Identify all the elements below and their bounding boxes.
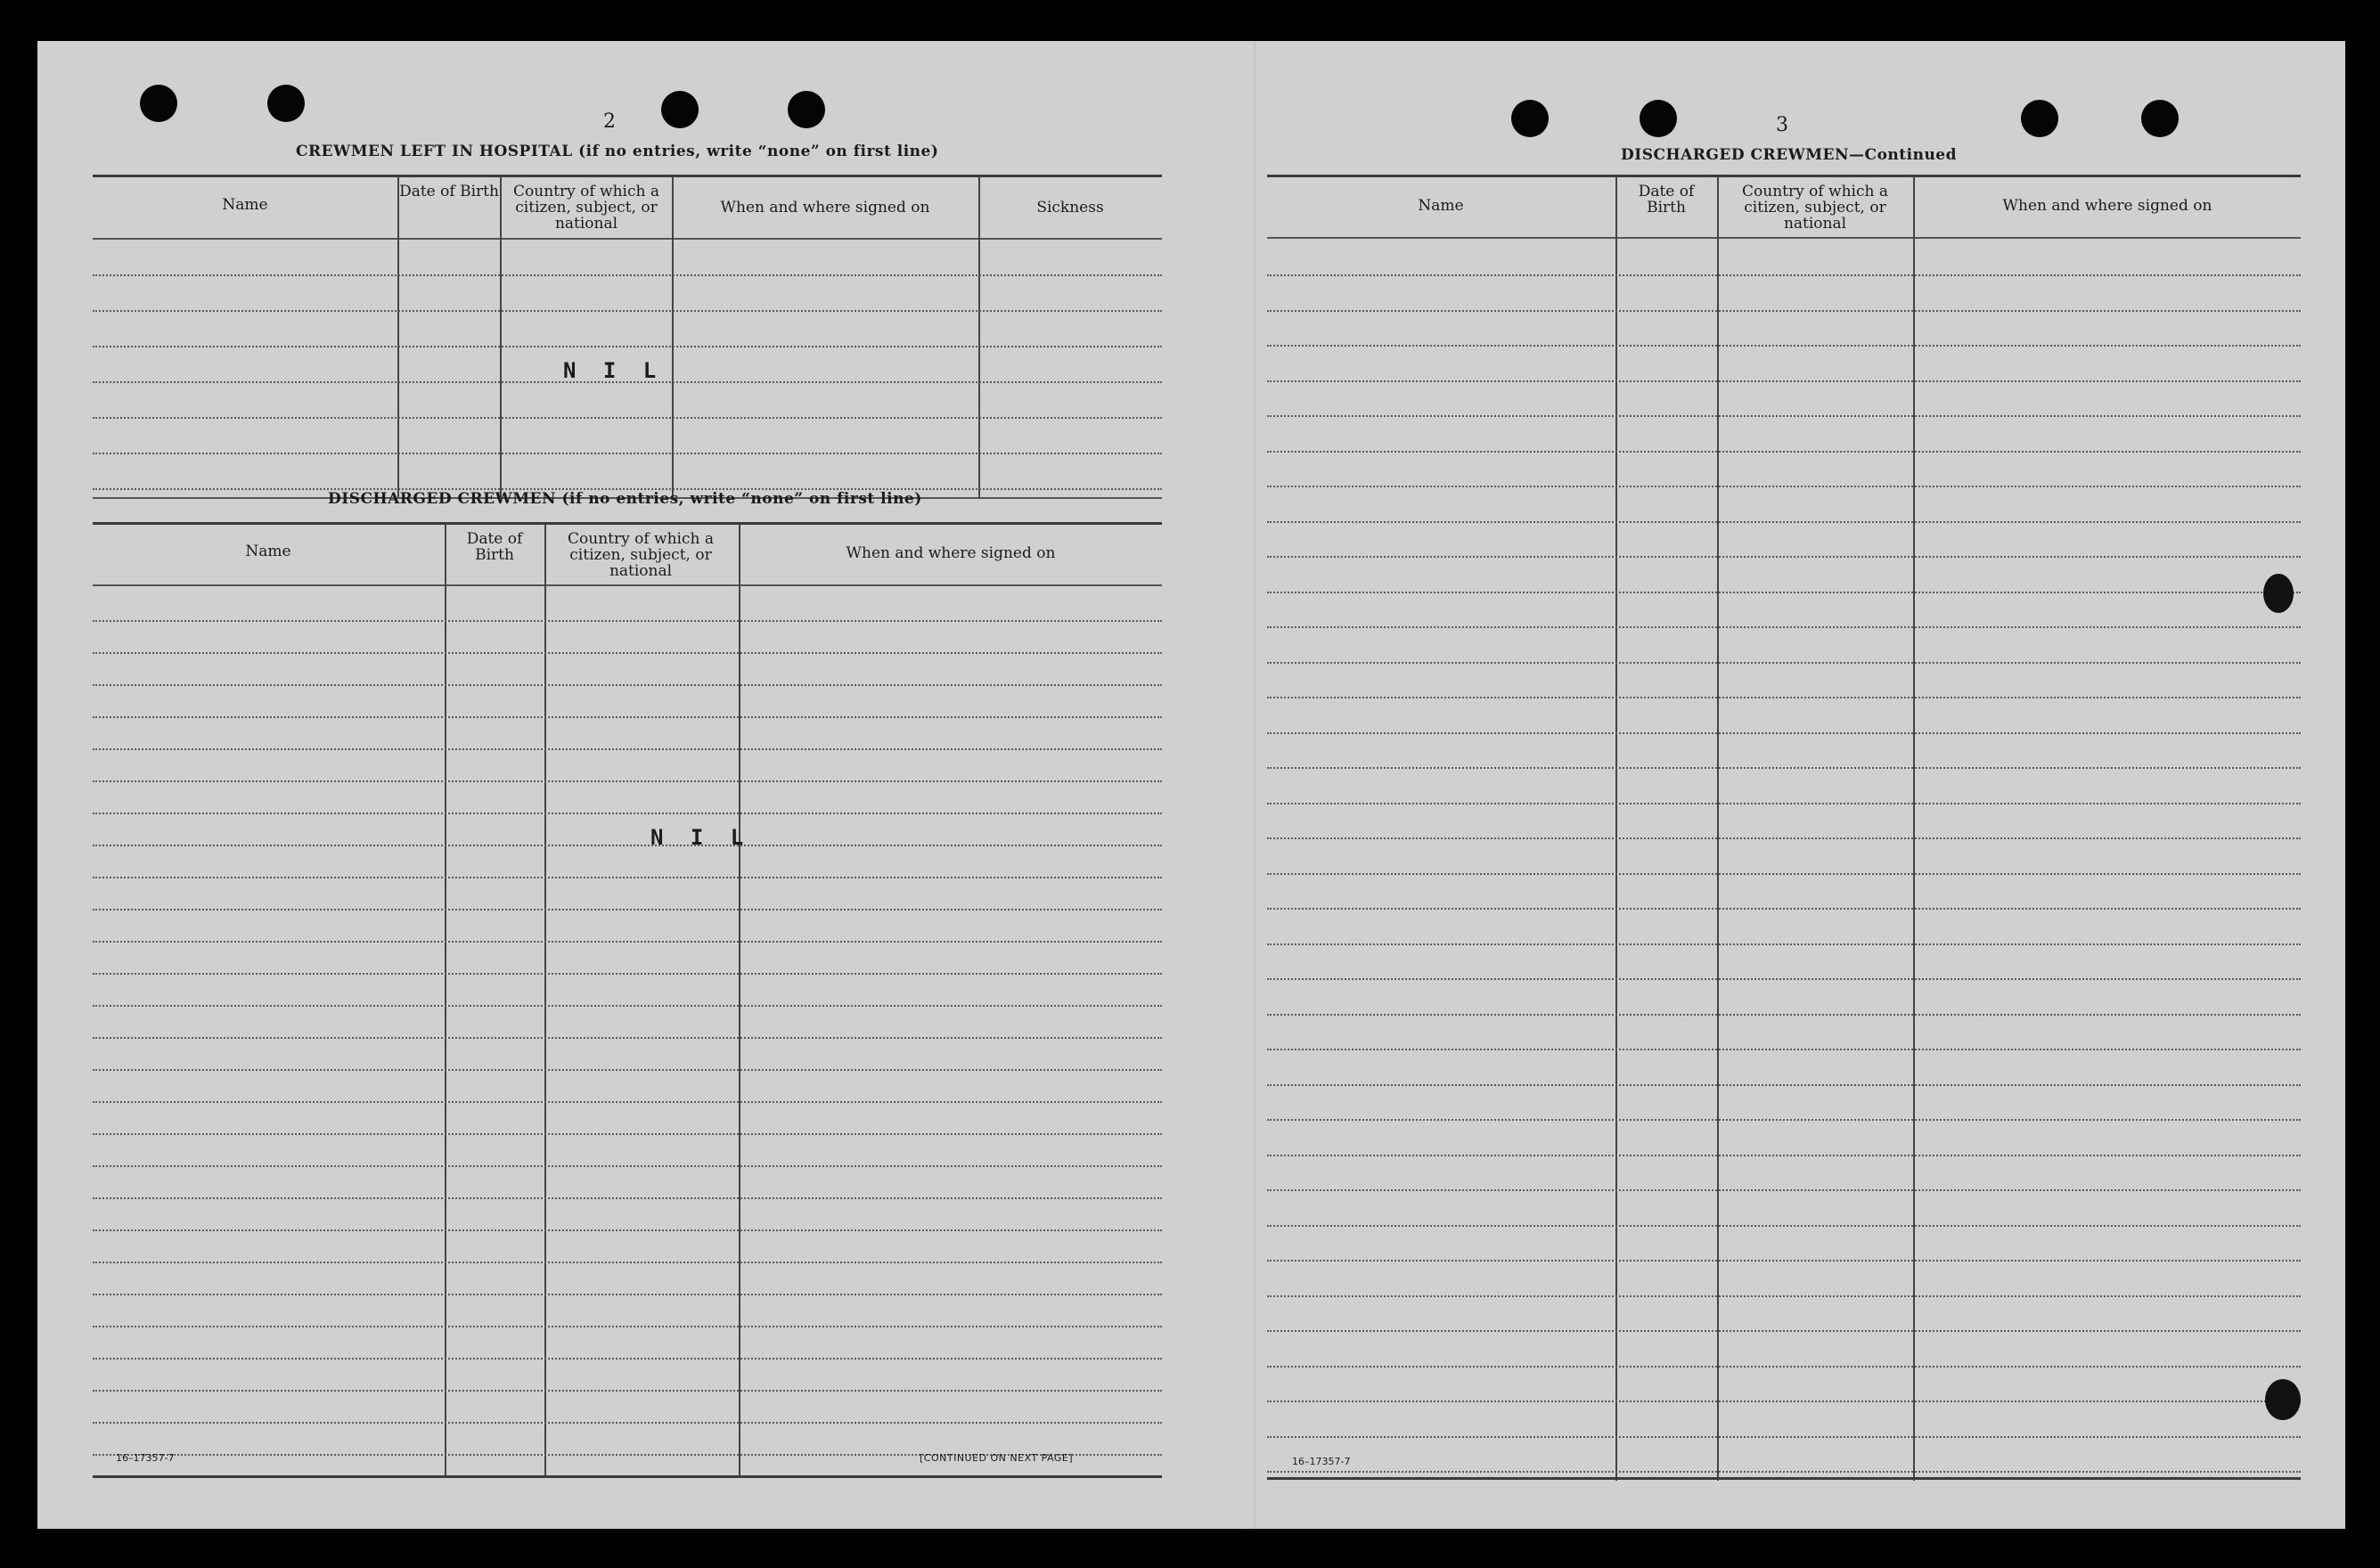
entry-line xyxy=(93,1197,1162,1199)
entry-line xyxy=(1267,662,2301,664)
entry-line xyxy=(93,845,1162,846)
entry-line xyxy=(1267,310,2301,312)
entry-line xyxy=(1267,626,2301,628)
entry-line xyxy=(93,1358,1162,1360)
entry-line xyxy=(1267,345,2301,347)
column-header-signed-on: When and where signed on xyxy=(2002,197,2212,215)
entry-line xyxy=(93,1390,1162,1392)
column-header-date-of-birth: Date of Birth xyxy=(466,530,523,564)
continued-note: [CONTINUED ON NEXT PAGE] xyxy=(920,1452,1074,1464)
entry-line xyxy=(93,346,1162,347)
entry-line xyxy=(1267,592,2301,593)
column-header-country: Country of which a citizen, subject, or national xyxy=(1742,183,1888,233)
page-fold xyxy=(1254,41,1255,1529)
entry-line xyxy=(1267,697,2301,698)
entry-line xyxy=(93,1229,1162,1231)
entry-line xyxy=(1267,556,2301,558)
entry-line xyxy=(93,941,1162,943)
entry-line xyxy=(1267,1014,2301,1016)
entry-line xyxy=(1267,1471,2301,1473)
entry-line xyxy=(1267,1189,2301,1191)
entry-line xyxy=(93,652,1162,654)
table-bottom-rule xyxy=(1267,1477,2301,1480)
discharged-section-title xyxy=(328,490,922,508)
nil-entry: N I L xyxy=(650,825,751,850)
header-bottom-rule xyxy=(93,584,1162,586)
punch-hole xyxy=(1640,100,1677,137)
entry-line xyxy=(93,1037,1162,1039)
entry-line xyxy=(1267,486,2301,487)
section-instruction: (if no entries, write “none” on first line) xyxy=(561,490,922,508)
column-header-name: Name xyxy=(245,543,291,560)
entry-line xyxy=(1267,943,2301,945)
entry-line xyxy=(93,1101,1162,1103)
entry-line xyxy=(93,1422,1162,1424)
entry-line xyxy=(1267,1330,2301,1332)
entry-line xyxy=(1267,521,2301,523)
punch-hole xyxy=(1511,100,1549,137)
entry-line xyxy=(93,1069,1162,1071)
entry-line xyxy=(1267,380,2301,382)
entry-line xyxy=(1267,803,2301,804)
entry-line xyxy=(1267,451,2301,453)
column-divider xyxy=(1717,176,1719,1481)
punch-hole xyxy=(2021,100,2058,137)
entry-line xyxy=(93,620,1162,622)
table-top-rule xyxy=(93,522,1162,525)
entry-line xyxy=(1267,908,2301,910)
punch-hole xyxy=(661,91,699,128)
punch-hole xyxy=(267,85,305,122)
column-header-date-of-birth: Date of Birth xyxy=(1638,183,1695,216)
column-divider xyxy=(978,176,980,499)
entry-line xyxy=(93,909,1162,911)
entry-line xyxy=(93,453,1162,454)
column-divider xyxy=(500,176,502,499)
entry-line xyxy=(1267,1225,2301,1227)
entry-line xyxy=(93,310,1162,312)
discharged-continued-title: DISCHARGED CREWMEN—Continued xyxy=(1621,146,1958,164)
column-divider xyxy=(445,524,446,1477)
entry-line xyxy=(1267,274,2301,276)
column-divider xyxy=(672,176,674,499)
entry-line xyxy=(93,1262,1162,1263)
punch-hole xyxy=(140,85,177,122)
table-top-rule xyxy=(1267,175,2301,177)
nil-entry: N I L xyxy=(563,358,664,383)
entry-line xyxy=(1267,1049,2301,1050)
column-header-name: Name xyxy=(222,196,268,214)
header-bottom-rule xyxy=(93,238,1162,240)
column-header-country: Country of which a citizen, subject, or national xyxy=(568,530,714,580)
punch-hole xyxy=(2141,100,2179,137)
column-header-sickness: Sickness xyxy=(1036,199,1104,216)
hospital-section-title xyxy=(296,143,938,160)
entry-line xyxy=(93,813,1162,814)
entry-line xyxy=(1267,767,2301,769)
form-number: 16–17357-7 xyxy=(1292,1456,1351,1467)
entry-line xyxy=(1267,1260,2301,1262)
table-bottom-rule xyxy=(93,1475,1162,1478)
entry-line xyxy=(1267,1295,2301,1297)
entry-line xyxy=(1267,837,2301,839)
column-header-signed-on: When and where signed on xyxy=(846,544,1056,562)
entry-line xyxy=(1267,1155,2301,1156)
table-top-rule xyxy=(93,175,1162,177)
page-number: 2 xyxy=(603,110,616,133)
entry-line xyxy=(1267,1119,2301,1121)
entry-line xyxy=(1267,1366,2301,1368)
column-divider xyxy=(1615,176,1617,1481)
entry-line xyxy=(1267,415,2301,417)
form-sheet xyxy=(37,41,2345,1529)
entry-line xyxy=(93,274,1162,276)
entry-line xyxy=(1267,873,2301,875)
entry-line xyxy=(93,1294,1162,1295)
section-instruction: (if no entries, write “none” on first line) xyxy=(578,143,939,160)
punch-hole xyxy=(788,91,825,128)
entry-line xyxy=(93,973,1162,975)
entry-line xyxy=(93,716,1162,718)
entry-line xyxy=(1267,1084,2301,1086)
entry-line xyxy=(93,1326,1162,1327)
entry-line xyxy=(1267,1436,2301,1438)
entry-line xyxy=(93,1133,1162,1135)
entry-line xyxy=(93,1165,1162,1167)
entry-line xyxy=(93,877,1162,878)
entry-line xyxy=(93,684,1162,686)
section-title-text: DISCHARGED CREWMEN xyxy=(328,490,557,508)
entry-line xyxy=(1267,978,2301,980)
entry-line xyxy=(93,780,1162,782)
entry-line xyxy=(93,748,1162,750)
column-divider xyxy=(397,176,399,499)
entry-line xyxy=(93,1005,1162,1007)
column-header-name: Name xyxy=(1418,197,1464,215)
form-number: 16–17357-7 xyxy=(116,1452,175,1464)
column-header-signed-on: When and where signed on xyxy=(720,199,930,216)
entry-line xyxy=(1267,732,2301,734)
header-bottom-rule xyxy=(1267,237,2301,239)
column-divider xyxy=(1913,176,1915,1481)
staple-mark xyxy=(2265,1379,2301,1420)
entry-line xyxy=(93,417,1162,419)
section-title-text: CREWMEN LEFT IN HOSPITAL xyxy=(296,143,573,160)
staple-mark xyxy=(2263,574,2294,613)
column-header-date-of-birth: Date of Birth xyxy=(399,183,499,200)
column-header-country: Country of which a citizen, subject, or national xyxy=(513,183,659,233)
entry-line xyxy=(1267,1401,2301,1402)
page-number: 3 xyxy=(1776,114,1788,136)
column-divider xyxy=(544,524,546,1477)
column-divider xyxy=(739,524,740,1477)
